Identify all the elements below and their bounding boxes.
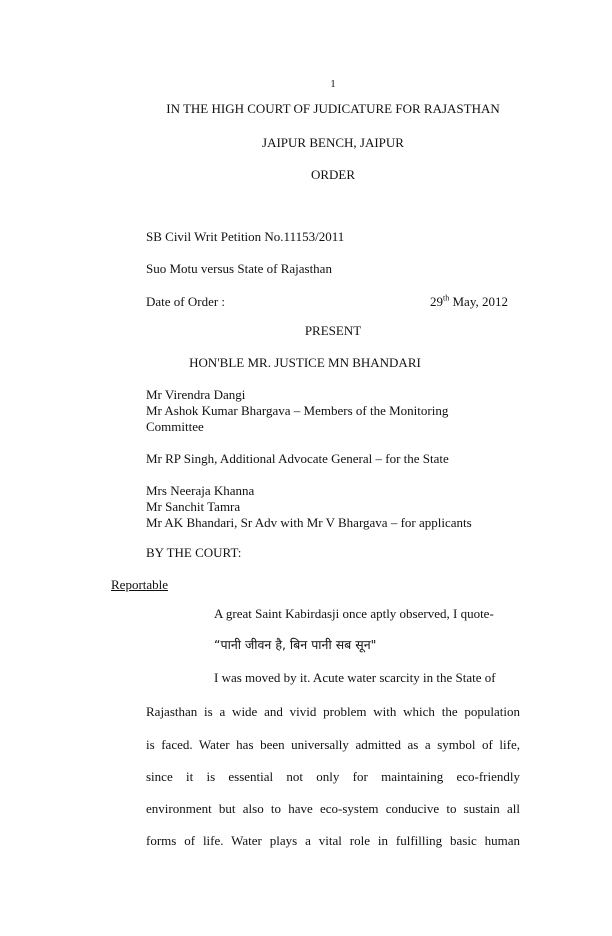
date-label: Date of Order : [146,294,226,309]
appearance-line: Committee [146,419,204,434]
state-appearance: Mr RP Singh, Additional Advocate General – for the State [146,451,449,466]
appearance-line: Mr Sanchit Tamra [146,499,241,514]
body-line [146,769,520,785]
body-line-text: forms of life. Water plays a vital role in fulfilling basic human [146,833,520,848]
case-parties: Suo Motu versus State of Rajasthan [146,261,332,276]
hindi-quote: “पानी जीवन है, बिन पानी सब सून" [214,637,377,652]
paragraph-first-line: I was moved by it. Acute water scarcity in the State of [214,670,496,685]
order-date-day: 29 [430,294,443,309]
committee-appearances [146,387,448,435]
body-line-text: since it is essential not only for maintaining eco-friendly [146,769,520,784]
body-line [146,833,520,849]
body-line-text: Rajasthan is a wide and vivid problem with which the population [146,704,520,719]
reportable-label: Reportable [111,577,169,592]
judge-name: HON'BLE MR. JUSTICE MN BHANDARI [189,355,421,370]
present-heading: PRESENT [304,323,362,338]
order-date [430,294,508,310]
document-type: ORDER [310,167,356,182]
body-line [146,737,520,753]
body-line-text: environment but also to have eco-system conducive to sustain all [146,801,520,816]
body-line [146,801,520,817]
appearance-line: Mr Ashok Kumar Bhargava – Members of the Monitoring [146,403,449,418]
body-line-text: is faced. Water has been universally admitted as a symbol of life, [146,737,520,752]
applicant-appearances [146,483,472,531]
by-the-court: BY THE COURT: [146,545,242,560]
body-line [146,704,520,720]
intro-line: A great Saint Kabirdasji once aptly observed, I quote- [214,606,494,621]
petition-number: SB Civil Writ Petition No.11153/2011 [146,229,345,244]
appearance-line: Mr AK Bhandari, Sr Adv with Mr V Bhargava – for applicants [146,515,472,530]
page-number: 1 [330,78,336,90]
appearance-line: Mr Virendra Dangi [146,387,246,402]
appearance-line: Mrs Neeraja Khanna [146,483,255,498]
order-date-suffix: th [443,293,450,303]
court-title: IN THE HIGH COURT OF JUDICATURE FOR RAJASTHAN [166,101,500,116]
bench-location: JAIPUR BENCH, JAIPUR [262,135,404,150]
order-date-rest: May, 2012 [449,294,508,309]
